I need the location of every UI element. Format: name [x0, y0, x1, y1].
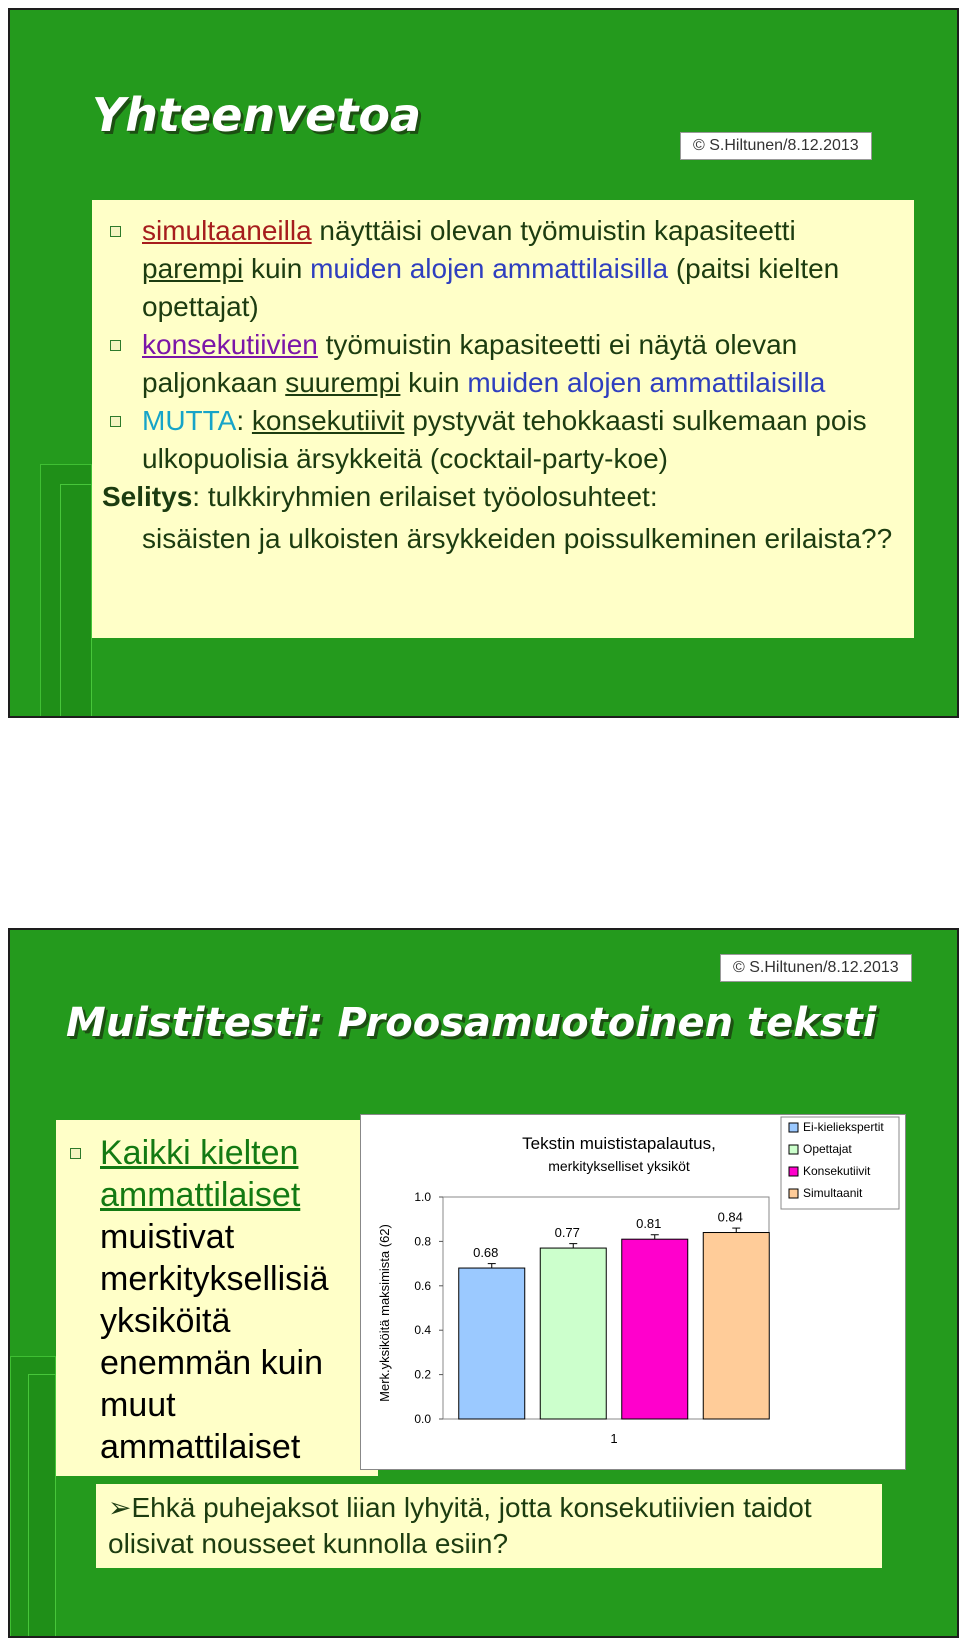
bullet-text: kuin	[400, 367, 468, 398]
bar-chart	[361, 1115, 905, 1469]
explanation-line	[102, 478, 904, 516]
legend-label: Simultaanit	[803, 1186, 863, 1200]
explanation-text: : tulkkiryhmien erilaiset työolosuhteet:	[192, 481, 658, 512]
bar-ei-kieliekspertit	[459, 1268, 525, 1419]
conclusion-line-1	[108, 1490, 870, 1526]
term-greater: suurempi	[285, 367, 401, 398]
legend-swatch	[789, 1189, 798, 1198]
legend-swatch	[789, 1145, 798, 1154]
data-label: 0.81	[636, 1216, 662, 1232]
bullet-square-icon	[110, 226, 121, 237]
bullet-consecutive	[102, 326, 904, 402]
arrow-bullet-icon: ➢	[108, 1492, 132, 1523]
term-better: parempi	[142, 253, 244, 284]
chart-title: Tekstin muististapalautus,	[522, 1134, 716, 1153]
y-tick-label: 0.6	[414, 1278, 431, 1293]
term-consecutive: konsekutiivien	[142, 329, 318, 360]
legend-label: Konsekutiivit	[803, 1164, 871, 1178]
bullet-text: kuin	[243, 253, 311, 284]
legend-label: Opettajat	[803, 1142, 852, 1156]
slide-memory-test	[8, 928, 959, 1638]
y-axis-label: Merk.yksiköitä maksimista (62)	[377, 1224, 392, 1402]
bar-konsekutiivit	[622, 1239, 688, 1419]
content-box	[92, 200, 914, 638]
legend-swatch	[789, 1123, 798, 1132]
finding-box	[56, 1120, 378, 1476]
data-label: 0.84	[717, 1209, 743, 1225]
bullet-text: (paitsi kielten opettajat)	[142, 253, 840, 322]
slide-title: Yhteenvetoa	[92, 88, 422, 142]
bar-opettajat	[540, 1248, 606, 1419]
y-tick-label: 0.4	[414, 1323, 431, 1338]
term-other-fields: muiden alojen ammattilaisilla	[467, 367, 826, 398]
bullet-square-icon	[110, 340, 121, 351]
bullet-text: näyttäisi olevan työmuistin kapasiteetti	[311, 215, 796, 246]
slide-title: Muistitesti: Proosamuotoinen teksti	[66, 1000, 877, 1046]
bullet-square-icon	[70, 1148, 81, 1159]
bullet-but	[102, 402, 904, 478]
decor-bar-inner	[60, 484, 92, 718]
copyright-label: © S.Hiltunen/8.12.2013	[680, 132, 872, 160]
legend-label: Ei-kieliekspertit	[803, 1120, 884, 1134]
y-tick-label: 0.0	[414, 1412, 431, 1426]
y-tick-label: 0.2	[414, 1367, 431, 1382]
finding-text: muistivat merkityksellisiä yksiköitä enemmän kuin muut ammattilaiset	[100, 1218, 329, 1466]
term-but: MUTTA	[142, 405, 237, 436]
bullet-text: pystyvät tehokkaasti sulkemaan pois ulkopuolisia ärsykkeitä (cocktail-party-koe)	[142, 405, 867, 474]
explanation-label: Selitys	[102, 481, 193, 512]
conclusion-box	[96, 1484, 882, 1568]
x-category-label: 1	[610, 1431, 618, 1446]
chart-container	[360, 1114, 906, 1470]
finding-highlight: Kaikki kielten ammattilaiset	[100, 1134, 301, 1214]
term-simultaneous: simultaaneilla	[142, 215, 312, 246]
conclusion-text: Ehkä puhejaksot liian lyhyitä, jotta konsekutiivien taidot	[131, 1492, 812, 1523]
bullet-text: työmuistin kapasiteetti ei näytä olevan paljonkaan	[142, 329, 798, 398]
bullet-text: :	[236, 405, 252, 436]
slide-summary	[8, 8, 959, 718]
bullet-square-icon	[110, 416, 121, 427]
chart-subtitle: merkitykselliset yksiköt	[548, 1158, 690, 1174]
term-consecutives: konsekutiivit	[251, 405, 405, 436]
conclusion-line-2: olisivat nousseet kunnolla esiin?	[108, 1528, 509, 1559]
data-label: 0.68	[473, 1244, 499, 1260]
y-tick-label: 1.0	[414, 1190, 431, 1204]
decor-bar-inner	[28, 1374, 56, 1638]
term-other-fields: muiden alojen ammattilaisilla	[310, 253, 669, 284]
bullet-simultaneous	[102, 212, 904, 326]
bar-simultaanit	[703, 1233, 769, 1419]
finding-bullet	[68, 1132, 370, 1468]
copyright-label: © S.Hiltunen/8.12.2013	[720, 954, 912, 982]
explanation-detail: sisäisten ja ulkoisten ärsykkeiden poissulkeminen erilaista??	[142, 523, 893, 554]
data-label: 0.77	[554, 1224, 580, 1240]
y-tick-label: 0.8	[414, 1234, 431, 1249]
legend-swatch	[789, 1167, 798, 1176]
